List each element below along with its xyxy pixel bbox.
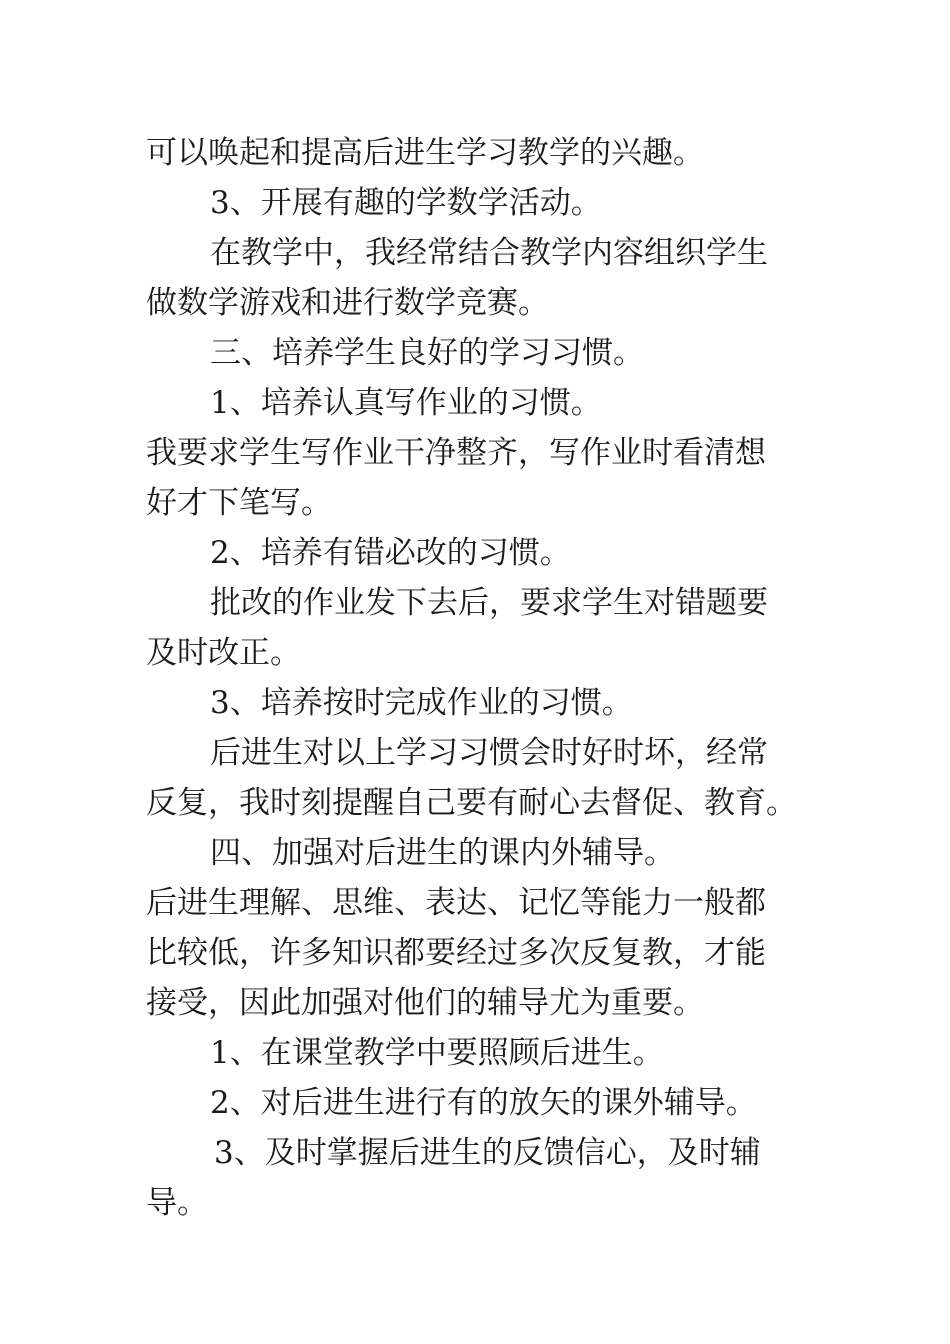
text-line: 比较低，许多知识都要经过多次反复教，才能: [146, 935, 766, 971]
text-line: 我要求学生写作业干净整齐，写作业时看清想: [146, 435, 766, 471]
text-line: 接受，因此加强对他们的辅导尤为重要。: [146, 985, 704, 1021]
text-line: 可以唤起和提高后进生学习教学的兴趣。: [146, 135, 704, 171]
text-line: 做数学游戏和进行数学竞赛。: [146, 285, 549, 321]
heading-line: 3、开展有趣的学数学活动。: [210, 185, 602, 221]
heading-line: 1、培养认真写作业的习惯。: [210, 385, 602, 421]
text-line: 批改的作业发下去后，要求学生对错题要: [210, 585, 768, 621]
section-heading: 三、培养学生良好的学习习惯。: [210, 335, 644, 371]
text-line: 在教学中，我经常结合教学内容组织学生: [210, 235, 768, 271]
text-line: 后进生对以上学习习惯会时好时坏，经常: [210, 735, 768, 771]
heading-line: 3、培养按时完成作业的习惯。: [210, 685, 633, 721]
heading-line: 3、及时掌握后进生的反馈信心，及时辅: [214, 1135, 761, 1171]
text-line: 后进生理解、思维、表达、记忆等能力一般都: [146, 885, 766, 921]
heading-line: 2、对后进生进行有的放矢的课外辅导。: [210, 1085, 757, 1121]
heading-line: 1、在课堂教学中要照顾后进生。: [210, 1035, 664, 1071]
text-line: 好才下笔写。: [146, 485, 332, 521]
text-line: 及时改正。: [146, 635, 301, 671]
document-body: [146, 128, 846, 1228]
text-line: 反复，我时刻提醒自己要有耐心去督促、教育。: [146, 785, 797, 821]
text-line: 导。: [146, 1185, 208, 1221]
heading-line: 2、培养有错必改的习惯。: [210, 535, 571, 571]
section-heading: 四、加强对后进生的课内外辅导。: [210, 835, 675, 871]
